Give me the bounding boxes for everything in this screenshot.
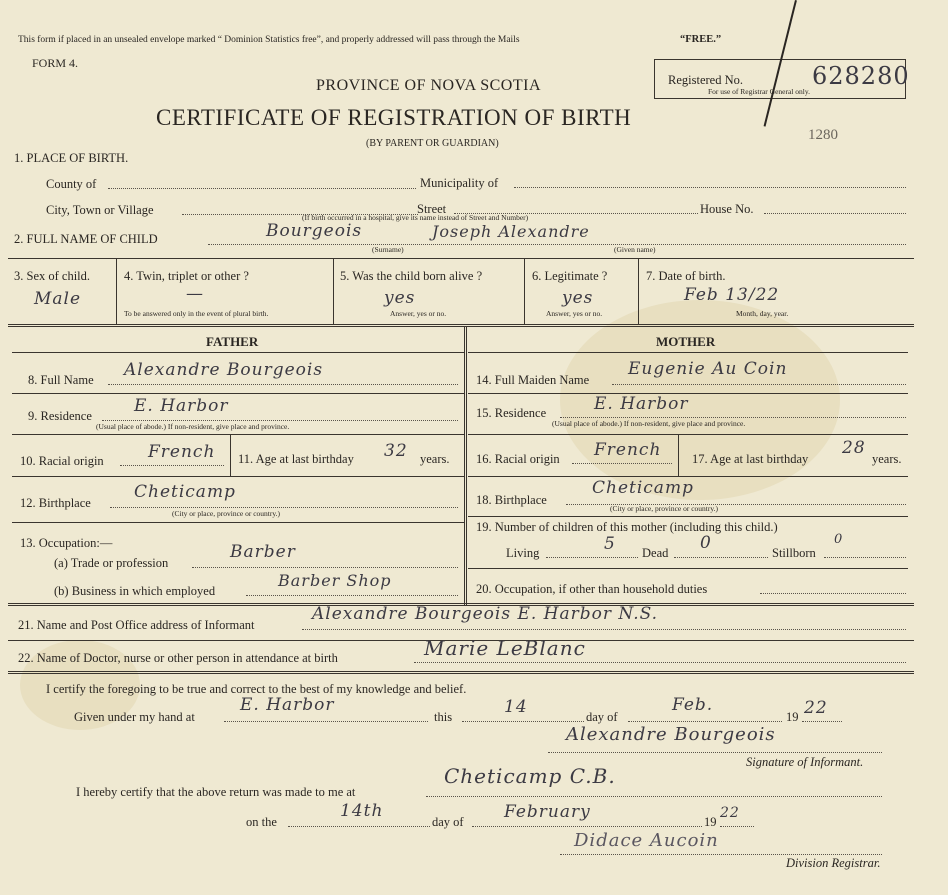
dead-label: Dead (642, 546, 669, 560)
father-residence-value: E. Harbor (134, 396, 229, 416)
mother-racial-value: French (594, 440, 662, 460)
twin-label: 4. Twin, triplet or other ? (124, 269, 249, 283)
row3-divider (524, 258, 525, 324)
mother-residence-label: 15. Residence (476, 406, 547, 420)
day-of-label: day of (586, 710, 618, 724)
informant-signature: Alexandre Bourgeois (566, 724, 776, 745)
year-line (802, 721, 842, 722)
twin-note: To be answered only in the event of plural birth. (124, 309, 269, 318)
mother-name-line (612, 384, 906, 385)
province-heading: PROVINCE OF NOVA SCOTIA (316, 77, 542, 94)
born-alive-note: Answer, yes or no. (390, 309, 447, 318)
sex-label: 3. Sex of child. (14, 269, 91, 283)
given-place-value: E. Harbor (240, 695, 335, 715)
row3-top-border (8, 258, 914, 259)
father-heading: FATHER (206, 334, 259, 349)
father-birthplace-note: (City or place, province or country.) (172, 509, 281, 518)
mother-age-label: 17. Age at last birthday (692, 452, 809, 466)
twin-value: — (186, 284, 204, 304)
on-the-label: on the (246, 815, 277, 829)
given-name-caption: (Given name) (614, 245, 656, 254)
return-place-value: Cheticamp C.B. (444, 764, 616, 788)
row3-bottom-border (8, 324, 914, 327)
father-birthplace-value: Cheticamp (134, 482, 236, 502)
father-age-value: 32 (384, 441, 408, 461)
county-line (108, 188, 416, 189)
father-heading-rule (12, 352, 464, 353)
row3-divider (116, 258, 117, 324)
business-label: (b) Business in which employed (54, 584, 216, 598)
father-birthplace-label: 12. Birthplace (20, 496, 91, 510)
reg-day-value: 14th (340, 801, 384, 821)
informant-label: 21. Name and Post Office address of Informant (18, 618, 255, 632)
informant-signature-line (548, 752, 882, 753)
mother-occupation-line (760, 593, 906, 594)
father-age-years: years. (420, 452, 450, 466)
mother-row-rule (468, 568, 908, 569)
city-label: City, Town or Village (46, 203, 154, 217)
mother-row-rule (468, 434, 908, 435)
county-label: County of (46, 177, 97, 191)
reg-month-value: February (504, 802, 591, 822)
born-alive-label: 5. Was the child born alive ? (340, 269, 483, 283)
living-line (546, 557, 638, 558)
reg-month-line (472, 826, 702, 827)
mother-age-divider (678, 434, 679, 476)
dob-label: 7. Date of birth. (646, 269, 726, 283)
certify-statement: I certify the foregoing to be true and correct to the best of my knowledge and belief. (46, 682, 467, 696)
dob-note: Month, day, year. (736, 309, 789, 318)
mother-birthplace-note: (City or place, province or country.) (610, 504, 719, 513)
row3-divider (333, 258, 334, 324)
mother-name-label: 14. Full Maiden Name (476, 373, 590, 387)
mother-row-rule (468, 476, 908, 477)
father-birthplace-line (110, 507, 458, 508)
father-name-label: 8. Full Name (28, 373, 94, 387)
father-occupation-label: 13. Occupation:— (20, 536, 113, 550)
father-row-rule (12, 393, 464, 394)
informant-line (302, 629, 906, 630)
legitimate-label: 6. Legitimate ? (532, 269, 608, 283)
doctor-line (414, 662, 906, 663)
mother-birthplace-value: Cheticamp (592, 478, 694, 498)
father-racial-line (120, 465, 224, 466)
year-prefix: 19 (786, 710, 799, 724)
father-abode-note: (Usual place of abode.) If non-resident, give place and province. (96, 422, 290, 431)
living-value: 5 (604, 534, 616, 554)
mother-residence-line (560, 417, 906, 418)
father-racial-value: French (148, 442, 216, 462)
legitimate-value: yes (562, 288, 594, 308)
child-name-label: 2. FULL NAME OF CHILD (14, 232, 158, 246)
mother-occupation-label: 20. Occupation, if other than household duties (476, 582, 708, 596)
year-value: 22 (804, 698, 828, 718)
return-made-label: I hereby certify that the above return was made to me at (76, 785, 356, 799)
place-of-birth-label: 1. PLACE OF BIRTH. (14, 151, 129, 165)
father-row-rule (12, 434, 464, 435)
father-age-label: 11. Age at last birthday (238, 452, 354, 466)
mother-residence-value: E. Harbor (594, 394, 689, 414)
mother-racial-label: 16. Racial origin (476, 452, 560, 466)
registrar-use-note: For use of Registrar General only. (708, 87, 810, 96)
house-no-label: House No. (700, 202, 754, 216)
trade-value: Barber (230, 542, 296, 562)
doctor-bottom-border (8, 671, 914, 674)
father-residence-line (102, 420, 458, 421)
father-name-line (108, 384, 458, 385)
registrar-signature-line (560, 854, 882, 855)
row3-divider (638, 258, 639, 324)
doctor-value: Marie LeBlanc (424, 636, 586, 660)
father-name-value: Alexandre Bourgeois (124, 360, 324, 380)
this-label: this (434, 710, 453, 724)
legitimate-note: Answer, yes or no. (546, 309, 603, 318)
form-number: FORM 4. (32, 56, 79, 70)
mother-heading: MOTHER (656, 334, 716, 349)
business-value: Barber Shop (278, 571, 392, 590)
child-given-name: Joseph Alexandre (432, 222, 590, 241)
certificate-subtitle: (BY PARENT OR GUARDIAN) (366, 138, 499, 149)
return-place-line (426, 796, 882, 797)
father-row-rule (12, 476, 464, 477)
municipality-label: Municipality of (420, 176, 499, 190)
children-count-label: 19. Number of children of this mother (including this child.) (476, 520, 778, 534)
given-place-line (224, 721, 428, 722)
father-residence-label: 9. Residence (28, 409, 92, 423)
business-line (246, 595, 458, 596)
mail-free: “FREE.” (680, 34, 722, 45)
father-racial-label: 10. Racial origin (20, 454, 104, 468)
trade-line (192, 567, 458, 568)
mother-abode-note: (Usual place of abode.) If non-resident, give place and province. (552, 419, 746, 428)
reg-day-of-label: day of (432, 815, 464, 829)
certificate-title: CERTIFICATE OF REGISTRATION OF BIRTH (156, 105, 632, 130)
father-age-divider (230, 434, 231, 476)
mother-age-value: 28 (842, 438, 866, 458)
month-line (628, 721, 782, 722)
stillborn-line (824, 557, 906, 558)
father-row-rule (12, 522, 464, 523)
dob-value: Feb 13/22 (684, 285, 780, 305)
mother-row-rule (468, 516, 908, 517)
day-line (462, 721, 584, 722)
day-value: 14 (504, 697, 528, 717)
mother-name-value: Eugenie Au Coin (628, 359, 788, 379)
dead-line (674, 557, 768, 558)
side-number: 1280 (808, 127, 838, 143)
doctor-label: 22. Name of Doctor, nurse or other person in attendance at birth (18, 651, 338, 665)
parents-divider (464, 327, 467, 605)
surname-caption: (Surname) (372, 245, 404, 254)
given-under-label: Given under my hand at (74, 710, 195, 724)
reg-year-prefix: 19 (704, 815, 717, 829)
reg-day-line (288, 826, 430, 827)
child-name-line (208, 244, 906, 245)
stillborn-value: 0 (834, 532, 844, 547)
month-value: Feb. (672, 695, 714, 715)
informant-value: Alexandre Bourgeois E. Harbor N.S. (312, 604, 659, 624)
mother-birthplace-label: 18. Birthplace (476, 493, 547, 507)
hospital-note: (If birth occurred in a hospital, give its name instead of Street and Number) (302, 213, 529, 222)
registrar-signature: Didace Aucoin (574, 830, 719, 851)
trade-label: (a) Trade or profession (54, 556, 169, 570)
living-label: Living (506, 546, 540, 560)
mother-age-years: years. (872, 452, 902, 466)
child-surname: Bourgeois (266, 221, 363, 241)
mother-racial-line (572, 463, 672, 464)
mail-notice: This form if placed in an unsealed envelope marked “ Dominion Statistics free”, and properly addressed will pass through the Mails (18, 35, 520, 45)
registered-no-value: 628280 (812, 62, 910, 90)
registrar-label: Division Registrar. (786, 856, 881, 870)
municipality-line (514, 187, 906, 188)
reg-year-line (720, 826, 754, 827)
house-line (764, 213, 906, 214)
registered-no-label: Registered No. (668, 73, 743, 87)
born-alive-value: yes (384, 288, 416, 308)
reg-year-value: 22 (720, 805, 740, 821)
stillborn-label: Stillborn (772, 546, 816, 560)
informant-signature-label: Signature of Informant. (746, 755, 864, 769)
street-label: Street (417, 202, 447, 216)
dead-value: 0 (700, 533, 712, 553)
mother-heading-rule (468, 352, 908, 353)
sex-value: Male (34, 289, 82, 309)
